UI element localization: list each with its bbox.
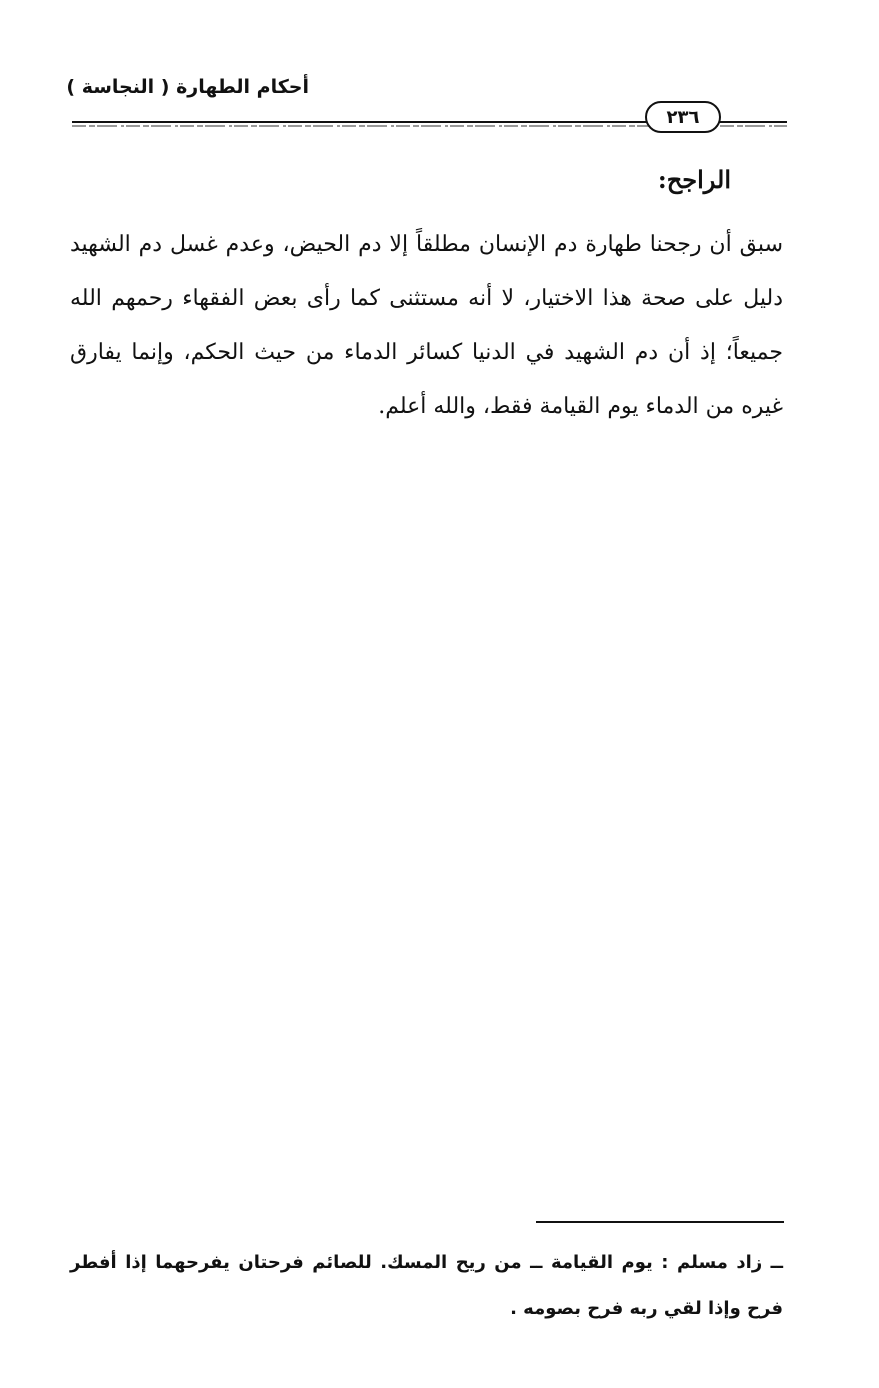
- running-header-title: أحكام الطهارة ( النجاسة ): [66, 76, 309, 98]
- footnote-text: ــ زاد مسلم : يوم القيامة ــ من ريح المسك. للصائم فرحتان يفرحهما إذا أفطر فرح وإذا لقي ربه فرح بصومه .: [70, 1252, 783, 1319]
- page-number-badge: ٢٣٦: [645, 101, 721, 133]
- body-paragraph: سبق أن رجحنا طهارة دم الإنسان مطلقاً إلا دم الحيض، وعدم غسل دم الشهيد دليل على صحة هذا الاختيار، لا أنه مستثنى كما رأى بعض الفقهاء رحمهم الله جميعاً؛ إذ أن دم الشهيد في الدنيا كسائر الدماء من حيث الحكم، وإنما يفارق غيره من الدماء يوم القيامة فقط، والله أعلم.: [70, 232, 783, 419]
- footnote-separator: [536, 1221, 784, 1223]
- section-heading: الراجح:: [657, 165, 731, 194]
